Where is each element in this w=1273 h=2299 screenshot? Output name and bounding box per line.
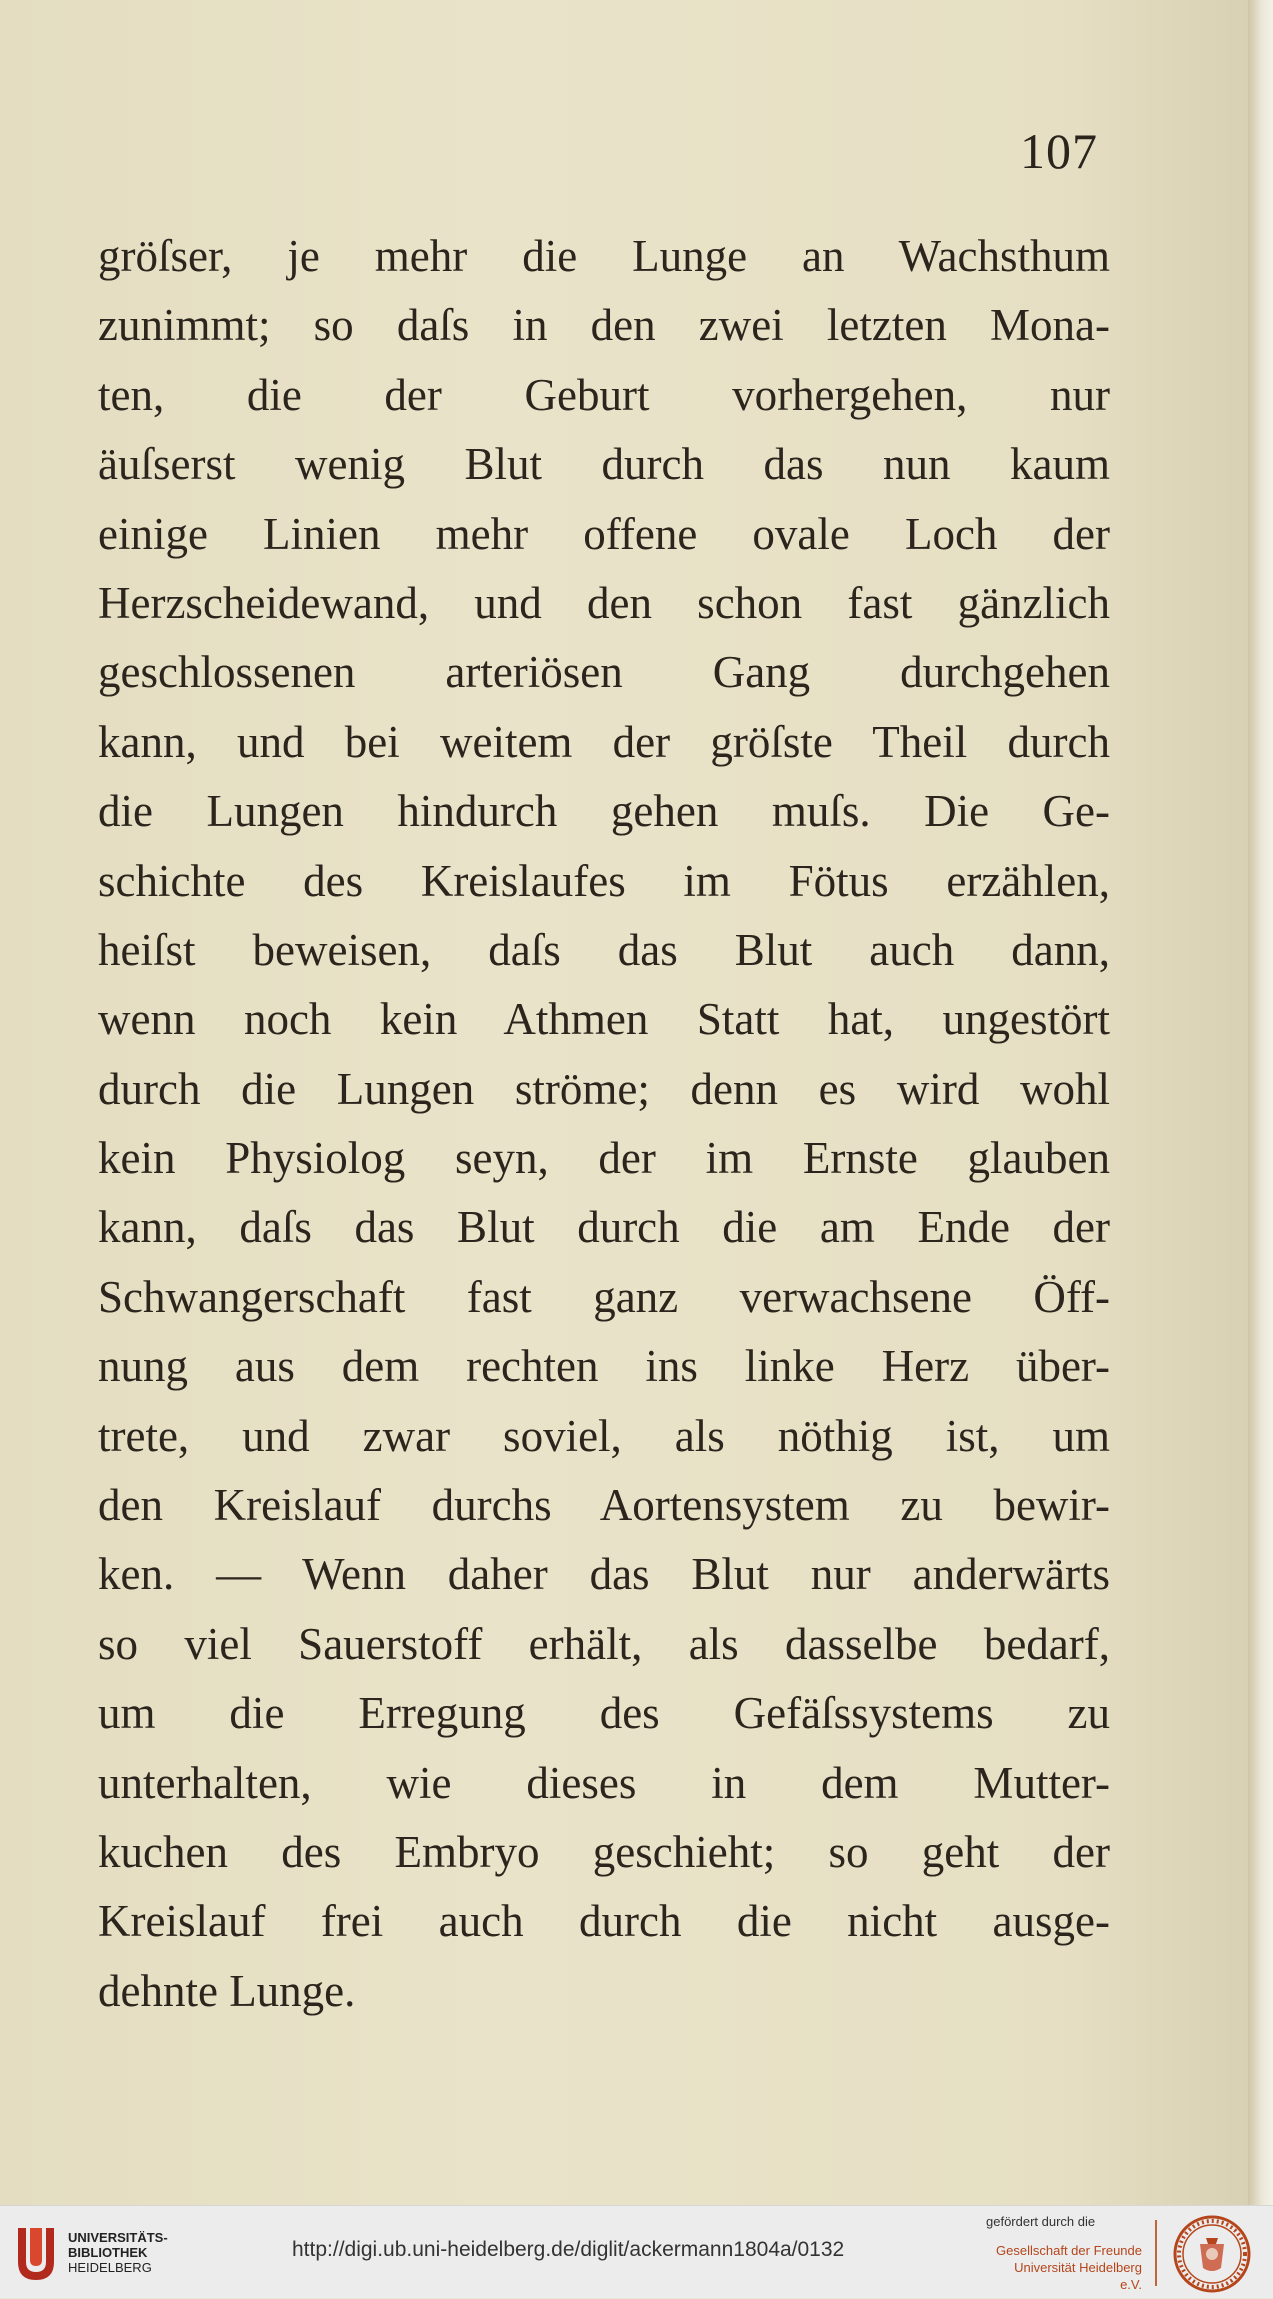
footer-bar — [0, 2205, 1273, 2298]
text-line: unterhalten, wie dieses in dem Mutter- — [98, 1757, 1110, 1808]
library-name-line3: HEIDELBERG — [68, 2260, 152, 2275]
text-line: kann, und bei weitem der gröſste Theil durch — [98, 716, 1110, 767]
text-line: zunimmt; so daſs in den zwei letzten Mona- — [98, 300, 1110, 351]
sponsor-divider — [1155, 2220, 1157, 2286]
text-line: kuchen des Embryo geschieht; so geht der — [98, 1826, 1110, 1877]
university-seal-icon — [1172, 2214, 1252, 2294]
library-name-line1: UNIVERSITÄTS- — [68, 2230, 168, 2245]
text-line: die Lungen hindurch gehen muſs. Die Ge- — [98, 786, 1110, 837]
text-line: dehnte Lunge. — [98, 1965, 356, 2016]
text-line: äuſserst wenig Blut durch das nun kaum — [98, 439, 1110, 490]
sponsor-name[interactable] — [992, 2242, 1142, 2293]
text-line: Kreislauf frei auch durch die nicht ausge- — [98, 1896, 1110, 1947]
text-line: ken. — Wenn daher das Blut nur anderwärts — [98, 1549, 1110, 1600]
text-line: so viel Sauerstoff erhält, als dasselbe bedarf, — [98, 1618, 1110, 1669]
text-line: Schwangerschaft fast ganz verwachsene Öff- — [98, 1271, 1110, 1322]
text-line: den Kreislauf durchs Aortensystem zu bewir- — [98, 1480, 1110, 1531]
page-edge — [1248, 0, 1273, 2205]
sponsor-name-line1: Gesellschaft der Freunde — [996, 2243, 1142, 2258]
text-line: nung aus dem rechten ins linke Herz über- — [98, 1341, 1110, 1392]
text-line: schichte des Kreislaufes im Fötus erzählen, — [98, 855, 1110, 906]
page-number: 107 — [1020, 123, 1098, 179]
library-name-line2: BIBLIOTHEK — [68, 2245, 148, 2260]
text-line: wenn noch kein Athmen Statt hat, ungestört — [98, 994, 1110, 1045]
permalink-url[interactable]: http://digi.ub.uni-heidelberg.de/diglit/ackermann1804a/0132 — [292, 2238, 845, 2261]
text-line: ten, die der Geburt vorhergehen, nur — [98, 369, 1110, 420]
library-logo-icon[interactable] — [12, 2222, 60, 2282]
text-line: Herzscheidewand, und den schon fast gänzlich — [98, 577, 1110, 628]
text-line: trete, und zwar soviel, als nöthig ist, um — [98, 1410, 1110, 1461]
text-line: heiſst beweisen, daſs das Blut auch dann, — [98, 924, 1110, 975]
text-line: um die Erregung des Gefäſssystems zu — [98, 1688, 1110, 1739]
sponsor-name-line2: Universität Heidelberg e.V. — [1014, 2260, 1142, 2292]
text-line: gröſser, je mehr die Lunge an Wachsthum — [98, 231, 1110, 281]
text-line: kein Physiolog seyn, der im Ernste glauben — [98, 1133, 1110, 1184]
text-line: einige Linien mehr offene ovale Loch der — [98, 508, 1110, 559]
text-line: geschlossenen arteriösen Gang durchgehen — [98, 647, 1110, 698]
body-text — [98, 222, 1110, 2026]
library-name — [68, 2230, 168, 2275]
text-line: kann, daſs das Blut durch die am Ende der — [98, 1202, 1110, 1253]
sponsor-label: gefördert durch die — [986, 2214, 1096, 2229]
text-line: durch die Lungen ströme; denn es wird wohl — [98, 1063, 1110, 1114]
